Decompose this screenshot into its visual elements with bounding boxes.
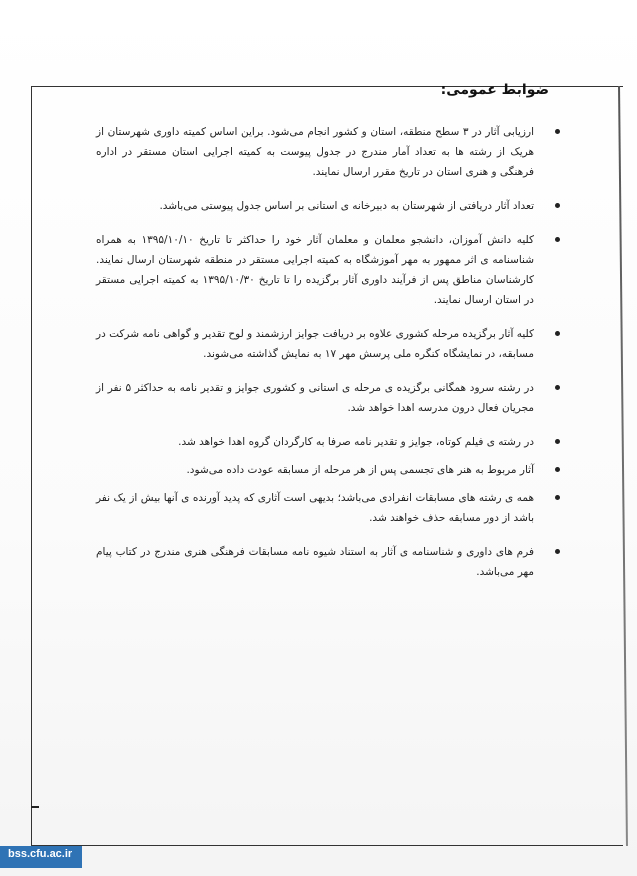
list-item	[96, 432, 546, 452]
list-item	[96, 122, 546, 182]
list-item-text: کلیه دانش آموزان، دانشجو معلمان و معلمان آثار خود را حداکثر تا تاریخ ۱۳۹۵/۱۰/۱۰ به همراه شناسنامه ی اثر ممهور به مهر آموزشگاه به کمیته اجرایی مستقر در منطقه شهرستان ارسال نمایند. کارشناسان مناطق پس از فرآیند داوری آثار برگزیده را تا تاریخ ۱۳۹۵/۱۰/۳۰ به کمیته اجرایی مستقر در استان ارسال نمایند.	[96, 234, 534, 306]
bullet-icon	[555, 495, 560, 500]
list-item-text: تعداد آثار دریافتی از شهرستان به دبیرخانه ی استانی بر اساس جدول پیوستی می‌باشد.	[159, 200, 534, 212]
list-item-text: فرم های داوری و شناسنامه ی آثار به استناد شیوه نامه مسابقات فرهنگی هنری مندرج در کتاب پیام مهر می‌باشد.	[96, 546, 534, 578]
bullet-icon	[555, 385, 560, 390]
list-item	[96, 196, 546, 216]
bullet-icon	[555, 331, 560, 336]
list-item-text: در رشته ی فیلم کوتاه، جوایز و تقدیر نامه صرفا به کارگردان گروه اهدا خواهد شد.	[178, 436, 534, 448]
list-item	[96, 324, 546, 364]
rules-list	[96, 122, 546, 590]
list-item-text: کلیه آثار برگزیده مرحله کشوری علاوه بر دریافت جوایز ارزشمند و لوح تقدیر و گواهی نامه شرکت در مسابقه، در نمایشگاه کنگره ملی پرسش مهر ۱۷ به نمایش گذاشته می‌شوند.	[96, 328, 534, 360]
list-item-text: در رشته سرود همگانی برگزیده ی مرحله ی استانی و کشوری جوایز و تقدیر نامه به حداکثر ۵ نفر از مجریان فعال درون مدرسه اهدا خواهد شد.	[96, 382, 534, 414]
bullet-icon	[555, 129, 560, 134]
footer-site-link[interactable]: bss.cfu.ac.ir	[8, 848, 73, 860]
list-item	[96, 378, 546, 418]
bullet-icon	[555, 467, 560, 472]
bullet-icon	[555, 237, 560, 242]
list-item	[96, 542, 546, 582]
bullet-icon	[555, 439, 560, 444]
list-item-text: آثار مربوط به هنر های تجسمی پس از هر مرحله از مسابقه عودت داده می‌شود.	[186, 464, 534, 476]
list-item-text: همه ی رشته های مسابقات انفرادی می‌باشد؛ بدیهی است آثاری که پدید آورنده ی آنها بیش از یک نفر باشد از دور مسابقه حذف خواهند شد.	[96, 492, 534, 524]
list-item	[96, 230, 546, 310]
list-item	[96, 460, 546, 480]
list-item	[96, 488, 546, 528]
section-heading: ضوابط عمومی:	[440, 82, 549, 98]
bullet-icon	[555, 203, 560, 208]
margin-mark	[31, 806, 39, 808]
bullet-icon	[555, 549, 560, 554]
list-item-text: ارزیابی آثار در ۳ سطح منطقه، استان و کشور انجام می‌شود. براین اساس کمیته داوری شهرستان از هریک از رشته ها به تعداد آمار مندرج در جدول پیوست به کمیته اجرایی استان مستقر در اداره فرهنگی و هنری استان در تاریخ مقرر ارسال نمایند.	[96, 126, 534, 178]
